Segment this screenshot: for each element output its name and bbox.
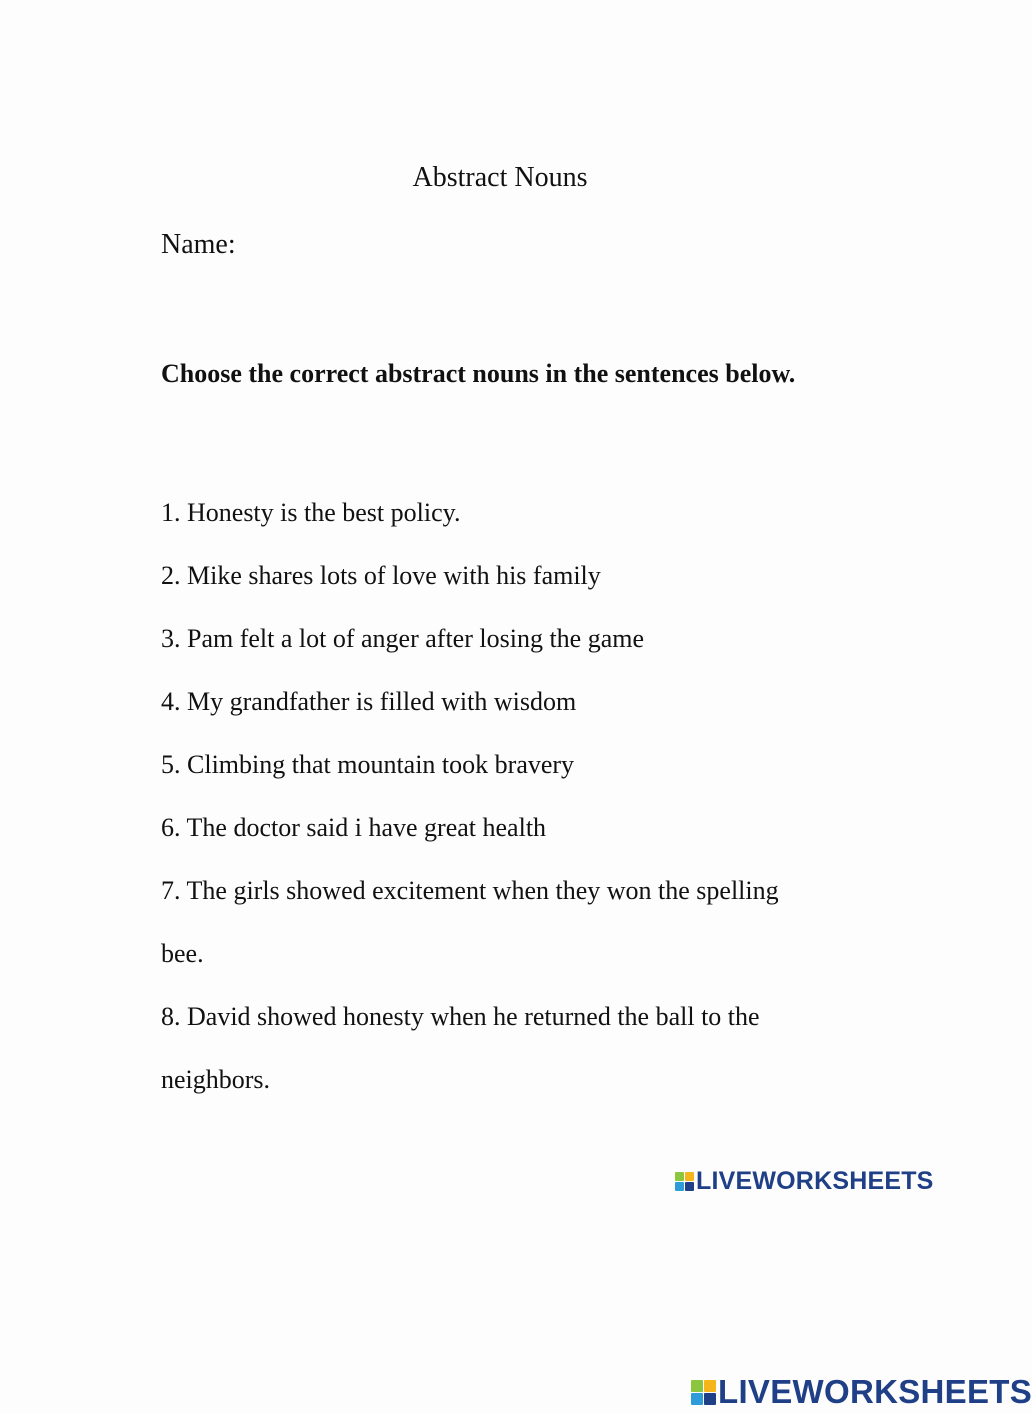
question-list: [161, 481, 841, 1111]
liveworksheets-logo-icon: [675, 1172, 694, 1191]
question-8-line-1: 8. David showed honesty when he returned the ball to the: [161, 1002, 760, 1031]
instruction-text: Choose the correct abstract nouns in the sentences below.: [161, 359, 796, 388]
question-7-line-2: bee.: [161, 939, 204, 968]
question-8-line-2: neighbors.: [161, 1065, 271, 1094]
question-4: 4. My grandfather is filled with wisdom: [161, 687, 577, 716]
liveworksheets-footer-text: LIVEWORKSHEETS: [718, 1373, 1032, 1410]
name-label: Name:: [161, 229, 236, 260]
liveworksheets-logo-icon: [691, 1380, 716, 1405]
question-1: 1. Honesty is the best policy.: [161, 498, 461, 527]
question-2: 2. Mike shares lots of love with his family: [161, 561, 601, 590]
question-5: 5. Climbing that mountain took bravery: [161, 750, 575, 779]
question-6: 6. The doctor said i have great health: [161, 813, 547, 842]
question-3: 3. Pam felt a lot of anger after losing the game: [161, 624, 645, 653]
liveworksheets-logo-text: LIVEWORKSHEETS: [696, 1167, 934, 1195]
liveworksheets-logo-footer: [691, 1373, 1032, 1411]
question-7-line-1: 7. The girls showed excitement when they won the spelling: [161, 876, 779, 905]
liveworksheets-logo-inline: [675, 1167, 934, 1196]
document-title: Abstract Nouns: [412, 162, 588, 193]
